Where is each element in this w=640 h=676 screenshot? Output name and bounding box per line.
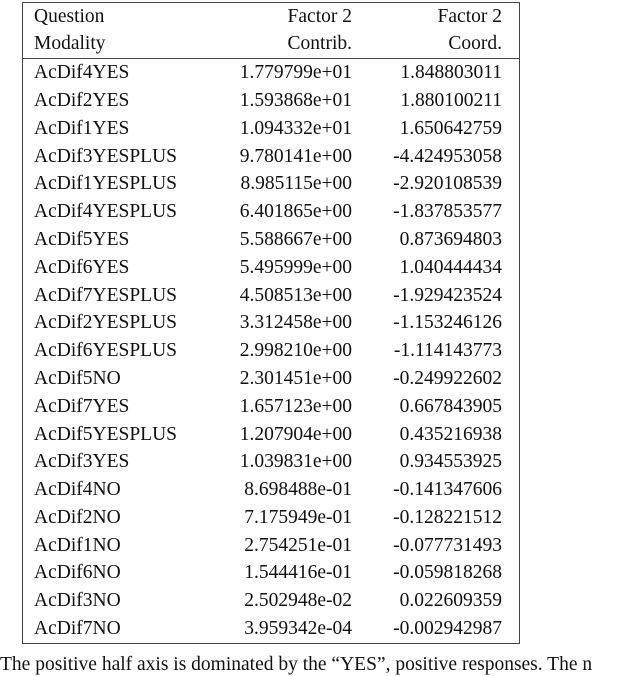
contrib-cell: 1.657123e+00: [239, 395, 352, 417]
table-header: [23, 3, 519, 57]
modality-cell: AcDif6YES: [34, 256, 130, 278]
table-row: [23, 59, 519, 87]
table-row: [23, 309, 519, 337]
table-row: [23, 87, 519, 115]
table-row: [23, 615, 519, 643]
table-row: [23, 170, 519, 198]
modality-cell: AcDif1YES: [34, 117, 130, 139]
contrib-cell: 1.593868e+01: [239, 89, 352, 111]
table-row: [23, 226, 519, 254]
table-row: [23, 365, 519, 393]
coord-cell: -1.837853577: [393, 201, 502, 223]
modality-cell: AcDif2NO: [34, 506, 121, 528]
modality-cell: AcDif4YESPLUS: [34, 201, 178, 223]
contrib-cell: 9.780141e+00: [239, 145, 352, 167]
modality-cell: Question: [34, 5, 105, 27]
contrib-cell: 8.698488e-01: [244, 479, 352, 501]
header-row: [23, 3, 519, 30]
coord-cell: 1.880100211: [400, 89, 502, 111]
factor-2-table: [22, 2, 520, 644]
coord-cell: -0.141347606: [393, 479, 502, 501]
coord-cell: -0.002942987: [393, 618, 502, 640]
contrib-cell: 3.959342e-04: [244, 618, 352, 640]
coord-cell: 1.848803011: [400, 62, 502, 84]
contrib-cell: 1.039831e+00: [239, 451, 352, 473]
header-row: [23, 30, 519, 57]
table-row: [23, 559, 519, 587]
coord-cell: -0.077731493: [393, 534, 502, 556]
modality-cell: AcDif7NO: [34, 618, 121, 640]
coord-cell: 0.022609359: [399, 590, 502, 612]
modality-cell: AcDif3YES: [34, 451, 130, 473]
modality-cell: AcDif3YESPLUS: [34, 145, 178, 167]
table-row: [23, 198, 519, 226]
table-body: [23, 59, 519, 643]
coord-cell: -2.920108539: [393, 173, 502, 195]
contrib-cell: 5.495999e+00: [239, 256, 352, 278]
table-row: [23, 587, 519, 615]
contrib-cell: 1.544416e-01: [244, 562, 352, 584]
contrib-cell: 7.175949e-01: [244, 506, 352, 528]
contrib-cell: 1.094332e+01: [239, 117, 352, 139]
contrib-cell: 8.985115e+00: [240, 173, 352, 195]
table-row: [23, 420, 519, 448]
contrib-cell: Contrib.: [287, 32, 352, 54]
contrib-cell: 1.779799e+01: [239, 62, 352, 84]
table-row: [23, 393, 519, 421]
table-row: [23, 476, 519, 504]
table-row: [23, 115, 519, 143]
modality-cell: AcDif6YESPLUS: [34, 340, 178, 362]
modality-cell: AcDif5YES: [34, 228, 130, 250]
contrib-cell: 6.401865e+00: [239, 201, 352, 223]
coord-cell: 0.435216938: [399, 423, 502, 445]
modality-cell: AcDif5YESPLUS: [34, 423, 178, 445]
coord-cell: -0.128221512: [393, 506, 502, 528]
table-row: [23, 142, 519, 170]
contrib-cell: 3.312458e+00: [239, 312, 352, 334]
table-row: [23, 281, 519, 309]
contrib-cell: 1.207904e+00: [239, 423, 352, 445]
contrib-cell: 2.998210e+00: [239, 340, 352, 362]
table-row: [23, 337, 519, 365]
coord-cell: -1.929423524: [393, 284, 502, 306]
coord-cell: 0.667843905: [399, 395, 502, 417]
contrib-cell: 5.588667e+00: [239, 228, 352, 250]
table-row: [23, 532, 519, 560]
coord-cell: -0.059818268: [393, 562, 502, 584]
coord-cell: 1.650642759: [399, 117, 502, 139]
coord-cell: 1.040444434: [399, 256, 502, 278]
table-row: [23, 448, 519, 476]
modality-cell: AcDif1NO: [34, 534, 121, 556]
modality-cell: AcDif4NO: [34, 479, 121, 501]
modality-cell: AcDif7YES: [34, 395, 130, 417]
coord-cell: -1.153246126: [393, 312, 502, 334]
table-row: [23, 504, 519, 532]
modality-cell: Modality: [34, 32, 106, 54]
modality-cell: AcDif4YES: [34, 62, 130, 84]
coord-cell: 0.934553925: [399, 451, 502, 473]
coord-cell: -4.424953058: [393, 145, 502, 167]
contrib-cell: 2.301451e+00: [239, 367, 352, 389]
modality-cell: AcDif1YESPLUS: [34, 173, 178, 195]
table-row: [23, 254, 519, 282]
coord-cell: -1.114143773: [393, 340, 502, 362]
modality-cell: AcDif5NO: [34, 367, 121, 389]
caption-text: The positive half axis is dominated by the “YES”, positive responses. The n: [0, 654, 593, 675]
modality-cell: AcDif2YESPLUS: [34, 312, 178, 334]
modality-cell: AcDif2YES: [34, 89, 130, 111]
contrib-cell: 4.508513e+00: [239, 284, 352, 306]
modality-cell: AcDif7YESPLUS: [34, 284, 178, 306]
contrib-cell: 2.502948e-02: [244, 590, 352, 612]
coord-cell: Factor 2: [437, 5, 502, 27]
coord-cell: 0.873694803: [399, 228, 502, 250]
modality-cell: AcDif3NO: [34, 590, 121, 612]
contrib-cell: Factor 2: [287, 5, 352, 27]
coord-cell: -0.249922602: [393, 367, 502, 389]
modality-cell: AcDif6NO: [34, 562, 121, 584]
coord-cell: Coord.: [448, 32, 502, 54]
contrib-cell: 2.754251e-01: [244, 534, 352, 556]
